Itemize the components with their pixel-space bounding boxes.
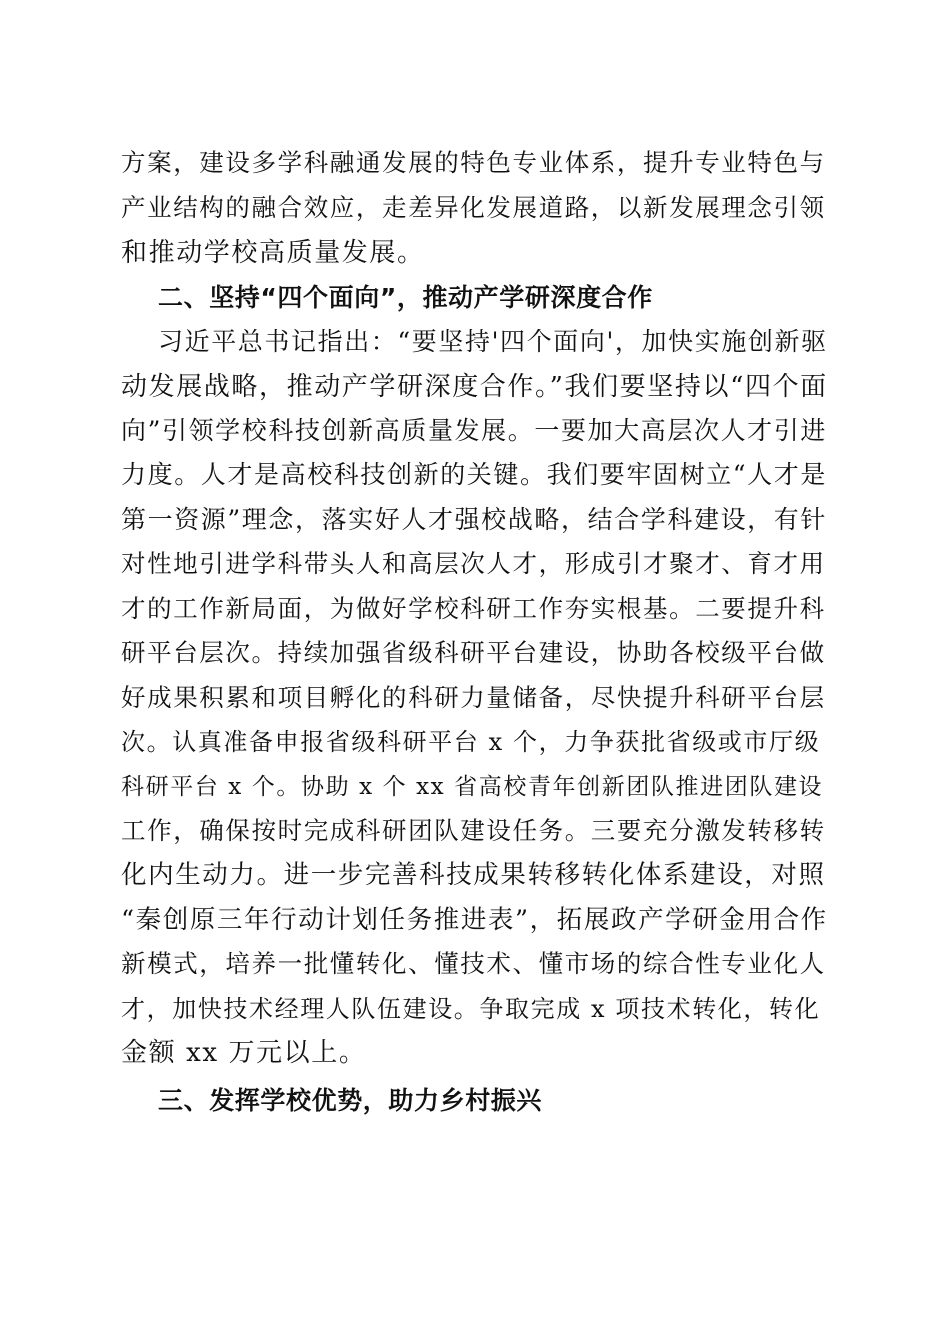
paragraph-2-line-8: 研平台层次。持续加强省级科研平台建设，协助各校级平台做 bbox=[121, 638, 826, 667]
paragraph-2-line-11: 科研平台 x 个。协助 x 个 xx 省高校青年创新团队推进团队建设 bbox=[121, 774, 824, 800]
paragraph-2-line-5: 第一资源”理念，落实好人才强校战略，结合学科建设，有针 bbox=[121, 505, 827, 534]
paragraph-2-line-16: 才，加快技术经理人队伍建设。争取完成 x 项技术转化，转化 bbox=[121, 995, 821, 1023]
paragraph-2-line-14: “秦创原三年行动计划任务推进表”，拓展政产学研金用合作 bbox=[121, 905, 828, 935]
paragraph-1-line-3: 和推动学校高质量发展。 bbox=[121, 238, 425, 268]
paragraph-2-line-15: 新模式，培养一批懂转化、懂技术、懂市场的综合性专业化人 bbox=[121, 949, 826, 978]
paragraph-2-line-6: 对性地引进学科带头人和高层次人才，形成引才聚才、育才用 bbox=[121, 549, 826, 578]
paragraph-2-line-13: 化内生动力。进一步完善科技成果转移转化体系建设，对照 bbox=[121, 860, 826, 890]
paragraph-1-line-1: 方案，建设多学科融通发展的特色专业体系，提升专业特色与 bbox=[121, 148, 826, 177]
section-heading-2: 二、坚持“四个面向”，推动产学研深度合作 bbox=[158, 283, 653, 312]
section-heading-3: 三、发挥学校优势，助力乡村振兴 bbox=[158, 1086, 543, 1115]
paragraph-2-line-2: 动发展战略，推动产学研深度合作。”我们要坚持以“四个面 bbox=[121, 372, 828, 402]
paragraph-2-line-3: 向”引领学校科技创新高质量发展。一要加大高层次人才引进 bbox=[121, 416, 827, 445]
paragraph-2-line-9: 好成果积累和项目孵化的科研力量储备，尽快提升科研平台层 bbox=[121, 683, 826, 712]
paragraph-1-line-2: 产业结构的融合效应，走差异化发展道路，以新发展理念引领 bbox=[121, 193, 826, 222]
paragraph-2-line-12: 工作，确保按时完成科研团队建设任务。三要充分激发转移转 bbox=[121, 816, 826, 845]
paragraph-2-line-17: 金额 xx 万元以上。 bbox=[121, 1038, 367, 1068]
paragraph-2-line-7: 才的工作新局面，为做好学校科研工作夯实根基。二要提升科 bbox=[121, 594, 826, 623]
paragraph-2-line-4: 力度。人才是高校科技创新的关键。我们要牢固树立“人才是 bbox=[121, 460, 827, 489]
paragraph-2-line-10: 次。认真准备申报省级科研平台 x 个，力争获批省级或市厅级 bbox=[121, 728, 821, 756]
paragraph-2-line-1: 习近平总书记指出：“要坚持'四个面向'，加快实施创新驱 bbox=[158, 327, 828, 356]
